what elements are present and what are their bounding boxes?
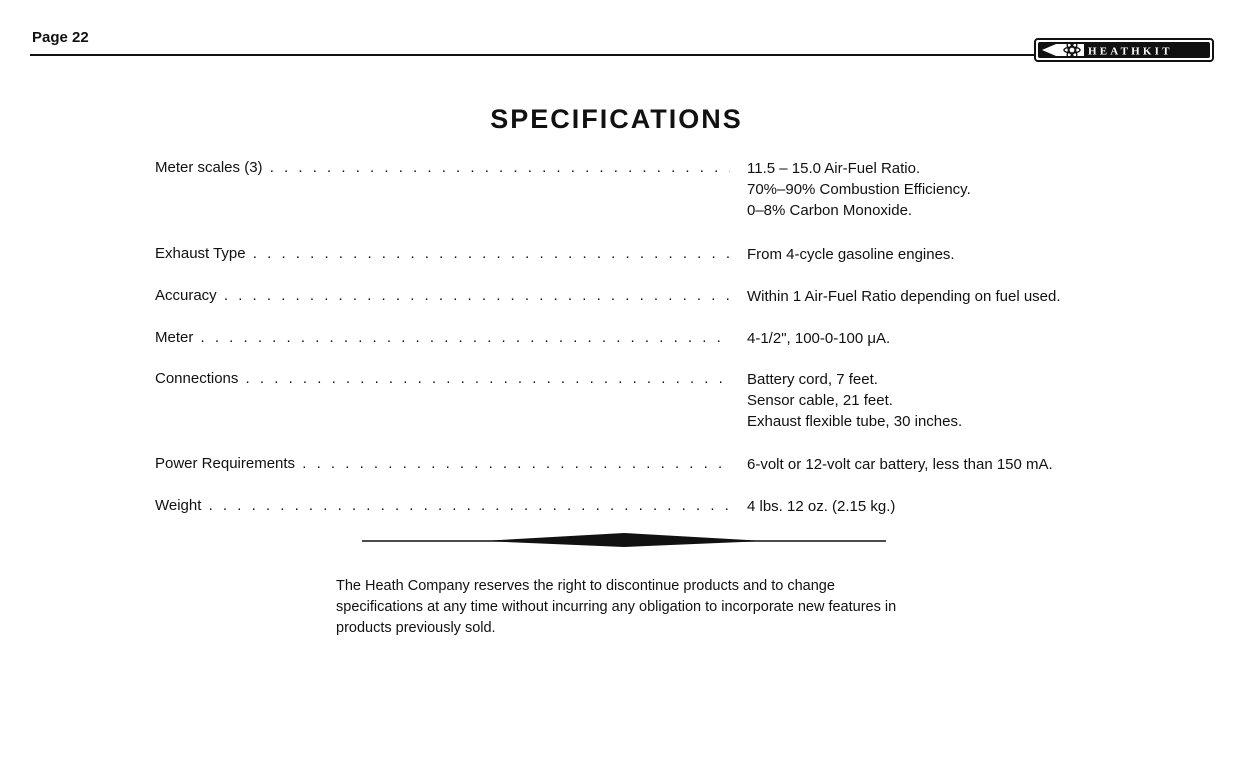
spec-value: Battery cord, 7 feet. xyxy=(747,371,878,388)
decorative-divider xyxy=(362,530,886,548)
spec-value: 4-1/2", 100-0-100 μA. xyxy=(747,330,891,347)
spec-label: Meter scales (3) . . . xyxy=(155,158,730,178)
spec-label: Weight . . . xyxy=(155,496,730,516)
spec-label: Exhaust Type . . . xyxy=(155,244,730,264)
spec-value: 0–8% Carbon Monoxide. xyxy=(747,202,913,219)
divider-shape xyxy=(362,530,886,548)
spec-label: Meter . . . xyxy=(155,328,730,348)
spec-value: Sensor cable, 21 feet. xyxy=(747,392,893,409)
spec-value: 6-volt or 12-volt car battery, less than 150 mA. xyxy=(747,456,1053,473)
disclaimer-text: The Heath Company reserves the right to discontinue products and to change specifications at any time without incurring any obligation to incorporate new features in products previously sold. xyxy=(336,578,897,636)
spec-value: 70%–90% Combustion Efficiency. xyxy=(747,181,971,198)
page-number: Page 22 xyxy=(32,29,89,46)
spec-values xyxy=(747,286,1147,307)
spec-value: Exhaust flexible tube, 30 inches. xyxy=(747,413,963,430)
spec-values xyxy=(747,158,1147,221)
spec-label: Power Requirements . . . xyxy=(155,454,730,474)
spec-label: Accuracy . . . xyxy=(155,286,730,306)
spec-values xyxy=(747,454,1147,475)
svg-text:HEATHKIT: HEATHKIT xyxy=(1088,45,1173,58)
spec-values xyxy=(747,328,1147,349)
spec-value: From 4-cycle gasoline engines. xyxy=(747,246,955,263)
spec-value: Within 1 Air-Fuel Ratio depending on fuel used. xyxy=(747,288,1061,305)
page-title: SPECIFICATIONS xyxy=(490,104,743,134)
spec-value: 11.5 – 15.0 Air-Fuel Ratio. xyxy=(747,160,921,177)
spec-label: Connections . . . xyxy=(155,369,730,389)
spec-value: 4 lbs. 12 oz. (2.15 kg.) xyxy=(747,498,896,515)
spec-values xyxy=(747,244,1147,265)
spec-values xyxy=(747,496,1147,517)
spec-values xyxy=(747,369,1147,432)
